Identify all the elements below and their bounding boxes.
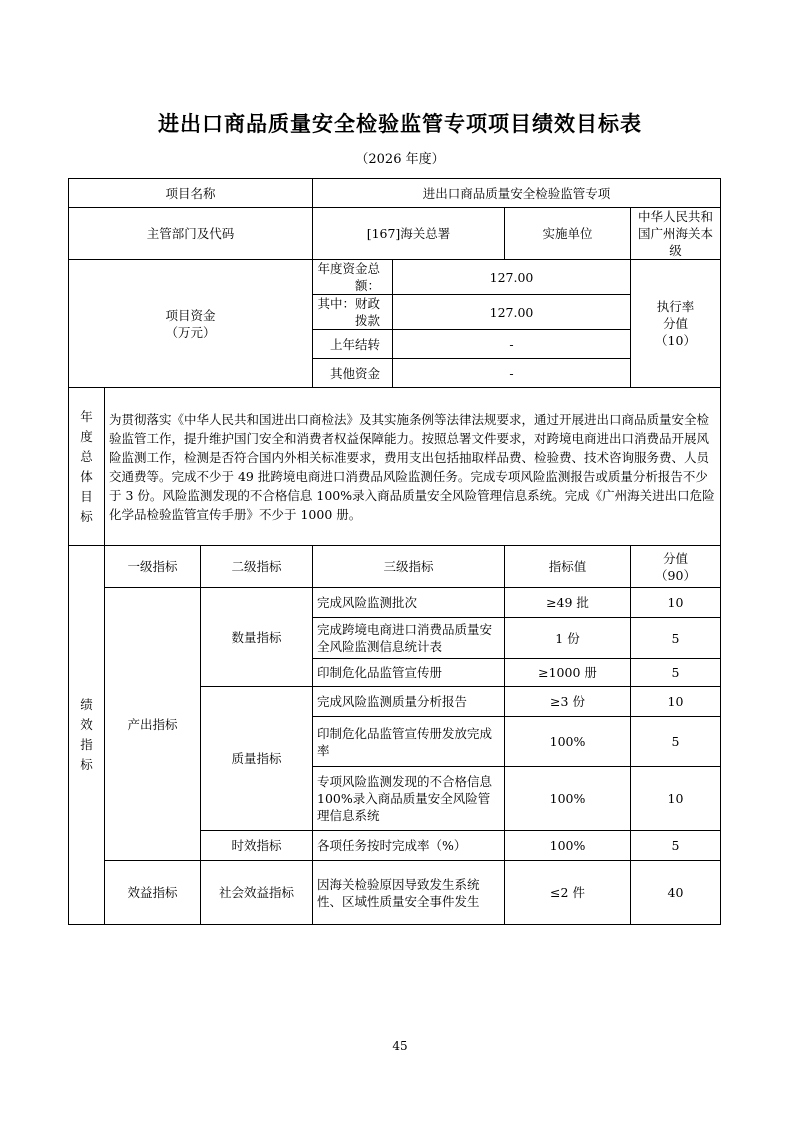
score-cell: 10 [631,687,721,717]
score-cell: 5 [631,618,721,659]
level3-cell: 印制危化品监管宣传册发放完成率 [313,717,505,767]
level1-benefit: 效益指标 [105,861,201,925]
funds-label-line2: （万元） [165,324,216,340]
header-level1: 一级指标 [105,546,201,588]
funds-label-line1: 项目资金 [165,307,216,323]
document-subtitle: （2026 年度） [355,152,445,167]
header-level3: 三级指标 [313,546,505,588]
header-score-line2: （90） [655,567,696,583]
funds-label [69,260,313,388]
project-name-row [69,179,721,208]
project-name-value: 进出口商品质量安全检验监管专项 [313,179,721,208]
score-cell: 5 [631,831,721,861]
header-score-line1: 分值 [663,550,689,566]
annual-goal-row [69,388,721,546]
target-cell: 1 份 [505,618,631,659]
execution-rate-line1: 执行率 [656,299,695,314]
funds-row-value: 127.00 [393,260,631,295]
level3-cell: 完成跨境电商进口消费品质量安全风险监测信息统计表 [313,618,505,659]
indicator-header-row [69,546,721,588]
funds-row-label: 其中：财政拨款 [313,295,393,330]
funds-row-label: 其他资金 [313,359,393,388]
department-row [69,208,721,260]
execution-rate-score [631,260,721,388]
execution-rate-line3: （10） [655,333,696,348]
target-cell: ≤2 件 [505,861,631,925]
table-row [69,861,721,925]
performance-target-table [68,178,721,925]
level2-quantity: 数量指标 [201,588,313,687]
target-cell: 100% [505,831,631,861]
document-title: 进出口商品质量安全检验监管专项项目绩效目标表 [158,112,642,136]
execution-rate-line2: 分值 [663,316,689,331]
department-value: [167]海关总署 [313,208,505,260]
level2-social: 社会效益指标 [201,861,313,925]
indicator-section-label: 绩效指标 [69,546,105,925]
project-name-label: 项目名称 [69,179,313,208]
funds-row-value: 127.00 [393,295,631,330]
annual-goal-text: 为贯彻落实《中华人民共和国进出口商检法》及其实施条例等法律法规要求，通过开展进出口商品质量安全检验监管工作，提升维护国门安全和消费者权益保障能力。按照总署文件要求，对跨境电商进出口消费品开展风险监测工作，检测是否符合国内外相关标准要求，费用支出包括抽取样品费、检验费、技术咨询服务费、人员交通费等。完成不少于 49 批跨境电商进口消费品风险监测任务。完成专项风险监测报告或质量分析报告不少于 3 份。风险监测发现的不合格信息 100%录入商品质量安全风险管理信息系统。完成《广州海关进出口危险化学品检验监管宣传手册》不少于 1000 册。 [105,388,721,546]
level3-cell: 完成风险监测批次 [313,588,505,618]
target-cell: ≥1000 册 [505,659,631,687]
header-level2: 二级指标 [201,546,313,588]
table-row [69,588,721,618]
target-cell: 100% [505,767,631,831]
score-cell: 5 [631,659,721,687]
department-label: 主管部门及代码 [69,208,313,260]
score-cell: 10 [631,588,721,618]
level3-cell: 因海关检验原因导致发生系统性、区域性质量安全事件发生 [313,861,505,925]
score-cell: 5 [631,717,721,767]
level3-cell: 专项风险监测发现的不合格信息100%录入商品质量安全风险管理信息系统 [313,767,505,831]
funds-row-total [69,260,721,295]
annual-goal-label: 年度总体目标 [69,388,105,546]
funds-row-value: - [393,330,631,359]
funds-row-value: - [393,359,631,388]
level2-timeliness: 时效指标 [201,831,313,861]
funds-row-label: 上年结转 [313,330,393,359]
implementing-unit-value: 中华人民共和国广州海关本级 [631,208,721,260]
score-cell: 10 [631,767,721,831]
target-cell: ≥49 批 [505,588,631,618]
level3-cell: 印制危化品监管宣传册 [313,659,505,687]
level1-output: 产出指标 [105,588,201,861]
level3-cell: 各项任务按时完成率（%） [313,831,505,861]
level2-quality: 质量指标 [201,687,313,831]
level3-cell: 完成风险监测质量分析报告 [313,687,505,717]
funds-row-label: 年度资金总额： [313,260,393,295]
target-cell: ≥3 份 [505,687,631,717]
target-cell: 100% [505,717,631,767]
score-cell: 40 [631,861,721,925]
header-target: 指标值 [505,546,631,588]
header-score [631,546,721,588]
page-number: 45 [392,1039,408,1053]
implementing-unit-label: 实施单位 [505,208,631,260]
